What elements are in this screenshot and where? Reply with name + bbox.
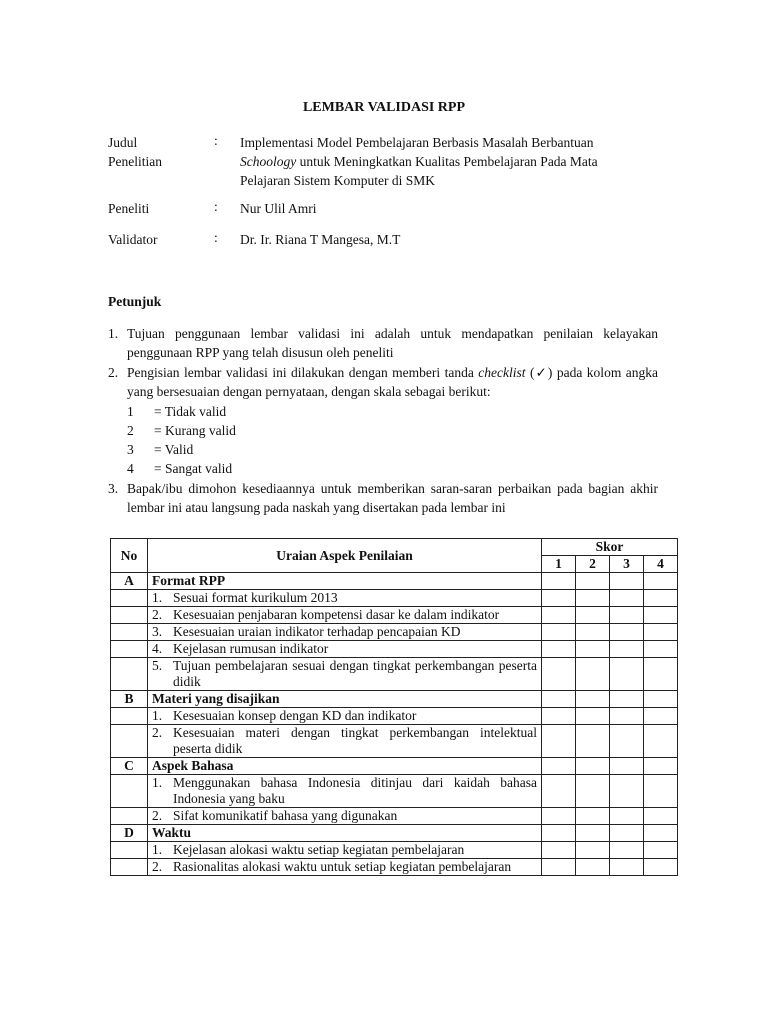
section-row: [111, 691, 678, 708]
judul-value-line2-rest: untuk Meningkatkan Kualitas Pembelajaran Pada Mata: [296, 154, 598, 169]
score-cell[interactable]: [644, 708, 678, 725]
score-cell[interactable]: [610, 590, 644, 607]
empty-no-cell: [111, 842, 148, 859]
table-row: [111, 641, 678, 658]
score-cell[interactable]: [644, 825, 678, 842]
scale-label: = Tidak valid: [154, 404, 227, 419]
page-title: LEMBAR VALIDASI RPP: [302, 100, 466, 115]
table-header-row: [111, 539, 678, 556]
score-cell[interactable]: [542, 691, 576, 708]
score-cell[interactable]: [576, 691, 610, 708]
score-cell[interactable]: [542, 825, 576, 842]
table-row: [111, 607, 678, 624]
judul-value-italic: Schoology: [240, 154, 297, 169]
criterion-cell: 1. Kesesuaian konsep dengan KD dan indikator: [148, 708, 542, 725]
score-cell[interactable]: [610, 842, 644, 859]
instruction-number: 3.: [108, 481, 119, 496]
score-cell[interactable]: [576, 708, 610, 725]
section-code: D: [111, 825, 148, 842]
score-cell[interactable]: [644, 725, 678, 758]
section-row: [111, 825, 678, 842]
score-cell[interactable]: [576, 573, 610, 590]
score-cell[interactable]: [610, 607, 644, 624]
section-title: Aspek Bahasa: [148, 758, 542, 775]
score-cell[interactable]: [610, 775, 644, 808]
scale-label: = Sangat valid: [154, 461, 233, 476]
score-cell[interactable]: [542, 842, 576, 859]
peneliti-label: Peneliti: [108, 201, 150, 216]
empty-no-cell: [111, 590, 148, 607]
score-cell[interactable]: [542, 641, 576, 658]
table-row: [111, 808, 678, 825]
header-skor-1: 1: [542, 556, 576, 573]
table-row: [111, 725, 678, 758]
section-code: A: [111, 573, 148, 590]
score-cell[interactable]: [576, 641, 610, 658]
score-cell[interactable]: [542, 624, 576, 641]
empty-no-cell: [111, 607, 148, 624]
score-cell[interactable]: [644, 607, 678, 624]
empty-no-cell: [111, 808, 148, 825]
score-cell[interactable]: [644, 641, 678, 658]
instruction-text: Pengisian lembar validasi ini dilakukan dengan memberi tanda checklist (✓) pada kolom angka yang bersesuaian dengan pernyataan, dengan skala sebagai berikut:: [127, 365, 658, 399]
criterion-cell: 2. Kesesuaian penjabaran kompetensi dasar ke dalam indikator: [148, 607, 542, 624]
scale-number: 1: [127, 404, 134, 419]
score-cell[interactable]: [610, 658, 644, 691]
empty-no-cell: [111, 624, 148, 641]
score-cell[interactable]: [610, 808, 644, 825]
score-cell[interactable]: [576, 658, 610, 691]
score-cell[interactable]: [644, 808, 678, 825]
scale-label: = Valid: [154, 442, 194, 457]
criterion-cell: 2. Kesesuaian materi dengan tingkat perkembangan intelektual peserta didik: [148, 725, 542, 758]
scale-number: 4: [127, 461, 134, 476]
header-aspek: Uraian Aspek Penilaian: [148, 539, 542, 573]
table-row: [111, 624, 678, 641]
score-cell[interactable]: [542, 590, 576, 607]
judul-value-line3: Pelajaran Sistem Komputer di SMK: [240, 173, 435, 188]
section-row: [111, 573, 678, 590]
section-code: B: [111, 691, 148, 708]
score-cell[interactable]: [610, 825, 644, 842]
section-title: Waktu: [148, 825, 542, 842]
criterion-cell: 4. Kejelasan rumusan indikator: [148, 641, 542, 658]
empty-no-cell: [111, 725, 148, 758]
empty-no-cell: [111, 641, 148, 658]
judul-label-line1: Judul: [108, 135, 138, 150]
scale-label: = Kurang valid: [154, 423, 236, 438]
criterion-cell: 1. Kejelasan alokasi waktu setiap kegiatan pembelajaran: [148, 842, 542, 859]
empty-no-cell: [111, 708, 148, 725]
judul-label: [108, 133, 208, 171]
criterion-cell: 5. Tujuan pembelajaran sesuai dengan tingkat perkembangan peserta didik: [148, 658, 542, 691]
score-cell[interactable]: [576, 758, 610, 775]
score-cell[interactable]: [576, 775, 610, 808]
empty-no-cell: [111, 658, 148, 691]
score-cell[interactable]: [576, 725, 610, 758]
score-cell[interactable]: [644, 573, 678, 590]
score-cell[interactable]: [644, 775, 678, 808]
score-cell[interactable]: [644, 691, 678, 708]
score-cell[interactable]: [542, 725, 576, 758]
checklist-italic: checklist: [478, 365, 526, 380]
score-cell[interactable]: [610, 641, 644, 658]
criterion-cell: 1. Sesuai format kurikulum 2013: [148, 590, 542, 607]
score-cell[interactable]: [576, 859, 610, 876]
score-cell[interactable]: [576, 808, 610, 825]
score-cell[interactable]: [576, 842, 610, 859]
header-skor: Skor: [542, 539, 678, 556]
score-cell[interactable]: [644, 758, 678, 775]
score-cell[interactable]: [542, 573, 576, 590]
score-cell[interactable]: [610, 691, 644, 708]
instruction-number: 2.: [108, 365, 119, 380]
table-row: [111, 859, 678, 876]
header-skor-4: 4: [644, 556, 678, 573]
score-cell[interactable]: [576, 590, 610, 607]
table-row: [111, 590, 678, 607]
section-title: Format RPP: [148, 573, 542, 590]
petunjuk-heading: Petunjuk: [108, 294, 162, 309]
peneliti-colon: :: [214, 199, 218, 214]
score-cell[interactable]: [644, 658, 678, 691]
empty-no-cell: [111, 775, 148, 808]
table-row: [111, 658, 678, 691]
score-cell[interactable]: [542, 607, 576, 624]
criterion-cell: 3. Kesesuaian uraian indikator terhadap pencapaian KD: [148, 624, 542, 641]
score-cell[interactable]: [542, 658, 576, 691]
score-cell[interactable]: [610, 624, 644, 641]
validator-label: Validator: [108, 232, 158, 247]
score-cell[interactable]: [610, 859, 644, 876]
validation-table: [110, 538, 678, 876]
table-row: [111, 775, 678, 808]
score-cell[interactable]: [644, 859, 678, 876]
table-row: [111, 708, 678, 725]
score-cell[interactable]: [576, 607, 610, 624]
section-title: Materi yang disajikan: [148, 691, 542, 708]
judul-value-line1: Implementasi Model Pembelajaran Berbasis Masalah Berbantuan: [240, 135, 594, 150]
instruction-text: Tujuan penggunaan lembar validasi ini adalah untuk mendapatkan penilaian kelayakan penggunaan RPP yang telah disusun oleh peneliti: [127, 326, 658, 360]
score-cell[interactable]: [542, 758, 576, 775]
section-row: [111, 758, 678, 775]
scale-number: 2: [127, 423, 134, 438]
instruction-text: Bapak/ibu dimohon kesediaannya untuk memberikan saran-saran perbaikan pada bagian akhir lembar ini atau langsung pada naskah yang disertakan pada lembar ini: [127, 481, 658, 515]
header-no: No: [111, 539, 148, 573]
criterion-cell: 2. Sifat komunikatif bahasa yang digunakan: [148, 808, 542, 825]
validator-colon: :: [214, 230, 218, 245]
peneliti-value: Nur Ulil Amri: [240, 201, 317, 216]
judul-value: [240, 133, 670, 190]
score-cell[interactable]: [610, 708, 644, 725]
score-cell[interactable]: [610, 573, 644, 590]
score-cell[interactable]: [542, 708, 576, 725]
empty-no-cell: [111, 859, 148, 876]
score-cell[interactable]: [644, 842, 678, 859]
score-cell[interactable]: [576, 825, 610, 842]
score-cell[interactable]: [644, 590, 678, 607]
score-cell[interactable]: [610, 725, 644, 758]
score-cell[interactable]: [576, 624, 610, 641]
validator-value: Dr. Ir. Riana T Mangesa, M.T: [240, 232, 401, 247]
score-cell[interactable]: [542, 775, 576, 808]
judul-colon: :: [214, 133, 218, 148]
criterion-cell: 2. Rasionalitas alokasi waktu untuk setiap kegiatan pembelajaran: [148, 859, 542, 876]
score-cell[interactable]: [644, 624, 678, 641]
judul-value-line2: [240, 152, 670, 171]
header-skor-3: 3: [610, 556, 644, 573]
judul-label-line2: Penelitian: [108, 154, 162, 169]
criterion-cell: 1. Menggunakan bahasa Indonesia ditinjau dari kaidah bahasa Indonesia yang baku: [148, 775, 542, 808]
header-skor-2: 2: [576, 556, 610, 573]
score-cell[interactable]: [610, 758, 644, 775]
score-cell[interactable]: [542, 859, 576, 876]
section-code: C: [111, 758, 148, 775]
score-cell[interactable]: [542, 808, 576, 825]
table-row: [111, 842, 678, 859]
instruction-number: 1.: [108, 326, 119, 341]
scale-number: 3: [127, 442, 134, 457]
